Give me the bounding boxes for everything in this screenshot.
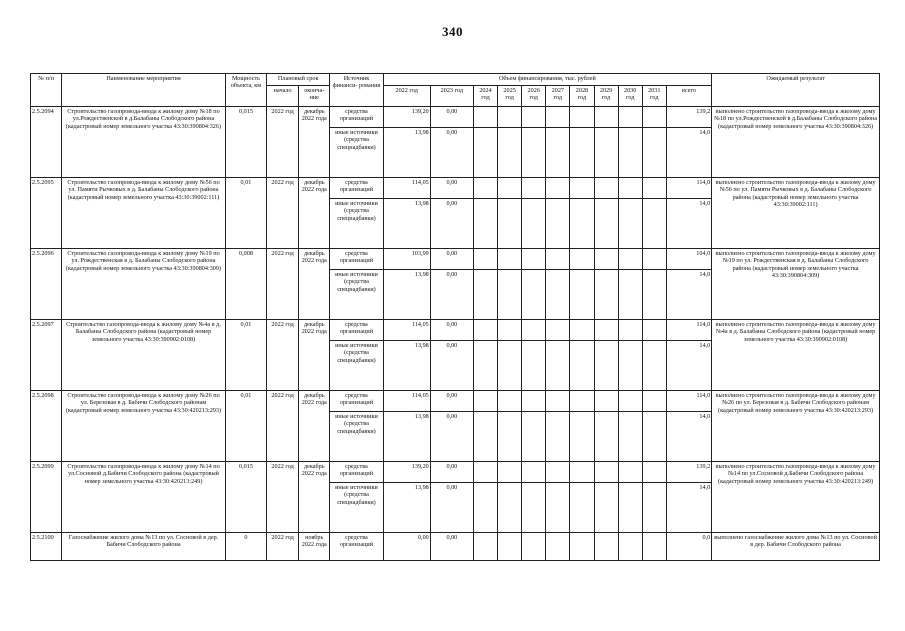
row-value-2023: 0,00 bbox=[430, 412, 473, 462]
row-capacity: 0,01 bbox=[225, 391, 266, 462]
header-funding: Объем финансирования, тыс. рублей bbox=[383, 74, 712, 86]
row-capacity: 0 bbox=[225, 533, 266, 561]
empty-year-cell bbox=[522, 249, 546, 270]
empty-year-cell bbox=[594, 128, 618, 178]
table-row bbox=[31, 533, 880, 561]
row-value-2022: 114,05 bbox=[383, 391, 430, 412]
row-name: Строительство газопровода-ввода к жилому дому №18 по ул.Рождественской в д.Балабаны Слободского района (кадастровый номер земельного участка 43:30:390804:326) bbox=[62, 107, 226, 178]
empty-year-cell bbox=[594, 462, 618, 483]
row-total: 114,0 bbox=[666, 178, 711, 199]
row-value-2023: 0,00 bbox=[430, 391, 473, 412]
row-start: 2022 год bbox=[267, 391, 299, 462]
table-row bbox=[31, 462, 880, 483]
empty-year-cell bbox=[594, 533, 618, 561]
row-value-2023: 0,00 bbox=[430, 199, 473, 249]
row-start: 2022 год bbox=[267, 462, 299, 533]
empty-year-cell bbox=[642, 270, 666, 320]
row-value-2023: 0,00 bbox=[430, 249, 473, 270]
row-start: 2022 год bbox=[267, 320, 299, 391]
empty-year-cell bbox=[618, 107, 642, 128]
row-value-2022: 13,98 bbox=[383, 199, 430, 249]
empty-year-cell bbox=[498, 107, 522, 128]
empty-year-cell bbox=[594, 483, 618, 533]
row-name: Строительство газопровода-ввода к жилому дому №4а в д. Балабаны Слободского района (кадастровый номер земельного участка 43:30:390902:0108) bbox=[62, 320, 226, 391]
row-source: иные источники (средства спецнадбавки) bbox=[330, 270, 383, 320]
empty-year-cell bbox=[594, 341, 618, 391]
row-total: 114,0 bbox=[666, 320, 711, 341]
row-name: Строительство газопровода-ввода к жилому дому №14 по ул.Сосновой д.Бабичи Слободского района (кадастровый номер земельного участка 43:30:420213:249) bbox=[62, 462, 226, 533]
empty-year-cell bbox=[570, 128, 594, 178]
empty-year-cell bbox=[498, 462, 522, 483]
table-row bbox=[31, 107, 880, 128]
header-year: 2022 год bbox=[383, 86, 430, 107]
empty-year-cell bbox=[594, 249, 618, 270]
row-result: выполнено строительство газопровода-ввода к жилому дому №14 по ул.Сосновой д.Бабичи Слободского района (кадастровый номер земельного участка 43:30:420213:249) bbox=[712, 462, 880, 533]
empty-year-cell bbox=[473, 128, 497, 178]
empty-year-cell bbox=[546, 533, 570, 561]
row-source: иные источники (средства спецнадбавки) bbox=[330, 412, 383, 462]
empty-year-cell bbox=[546, 412, 570, 462]
row-name: Газоснабжение жилого дома №13 по ул. Сосновой в дер. Бабичи Слободского района bbox=[62, 533, 226, 561]
header-name: Наименование мероприятия bbox=[62, 74, 226, 107]
row-value-2023: 0,00 bbox=[430, 341, 473, 391]
empty-year-cell bbox=[642, 128, 666, 178]
row-end: ноябрь 2022 года bbox=[299, 533, 330, 561]
header-capacity: Мощность объекта, км bbox=[225, 74, 266, 107]
empty-year-cell bbox=[473, 178, 497, 199]
row-source: иные источники (средства спецнадбавки) bbox=[330, 199, 383, 249]
row-name: Строительство газопровода-ввода к жилому дому №26 по ул. Березовая в д. Бабичи Слободского районам (кадастровый номер земельного участка 43:30:420213:293) bbox=[62, 391, 226, 462]
row-start: 2022 год bbox=[267, 178, 299, 249]
row-value-2023: 0,00 bbox=[430, 178, 473, 199]
row-capacity: 0,015 bbox=[225, 462, 266, 533]
empty-year-cell bbox=[570, 391, 594, 412]
row-result: выполнено строительство газопровода-ввода к жилому дому №4а в д. Балабаны Слободского района (кадастровый номер земельного участка 43:30:390902:0108) bbox=[712, 320, 880, 391]
empty-year-cell bbox=[498, 533, 522, 561]
row-source: средства организаций bbox=[330, 249, 383, 270]
empty-year-cell bbox=[642, 341, 666, 391]
empty-year-cell bbox=[473, 341, 497, 391]
empty-year-cell bbox=[498, 320, 522, 341]
row-total: 14,0 bbox=[666, 199, 711, 249]
empty-year-cell bbox=[546, 270, 570, 320]
empty-year-cell bbox=[473, 107, 497, 128]
header-year: 2031 год bbox=[642, 86, 666, 107]
row-result: выполнено строительство газопровода-ввода к жилому дому №18 по ул.Рождественской в д.Балабаны Слободского района (кадастровый номер земельного участка 43:30:390804:326) bbox=[712, 107, 880, 178]
row-total: 14,0 bbox=[666, 128, 711, 178]
header-source: Источник финанси- рования bbox=[330, 74, 383, 107]
header-plan-term: Плановый срок bbox=[267, 74, 330, 86]
row-value-2022: 114,05 bbox=[383, 320, 430, 341]
row-value-2023: 0,00 bbox=[430, 533, 473, 561]
row-total: 14,0 bbox=[666, 483, 711, 533]
row-source: средства организаций bbox=[330, 178, 383, 199]
empty-year-cell bbox=[570, 533, 594, 561]
empty-year-cell bbox=[570, 270, 594, 320]
row-value-2022: 13,98 bbox=[383, 341, 430, 391]
row-value-2022: 13,98 bbox=[383, 412, 430, 462]
empty-year-cell bbox=[546, 341, 570, 391]
row-total: 104,0 bbox=[666, 249, 711, 270]
empty-year-cell bbox=[546, 178, 570, 199]
row-total: 14,0 bbox=[666, 341, 711, 391]
empty-year-cell bbox=[594, 199, 618, 249]
empty-year-cell bbox=[522, 391, 546, 412]
empty-year-cell bbox=[618, 533, 642, 561]
row-end: декабрь 2022 года bbox=[299, 249, 330, 320]
empty-year-cell bbox=[522, 270, 546, 320]
header-year: 2030 год bbox=[618, 86, 642, 107]
header-start: начало bbox=[267, 86, 299, 107]
row-value-2022: 114,05 bbox=[383, 178, 430, 199]
row-result: выполнено строительство газопровода-ввода к жилому дому №56 по ул. Памяти Рычковых в д. Балабаны Слободского района (кадастровый номер земельного участка 43:30:39002:111) bbox=[712, 178, 880, 249]
row-value-2023: 0,00 bbox=[430, 107, 473, 128]
empty-year-cell bbox=[546, 128, 570, 178]
empty-year-cell bbox=[546, 249, 570, 270]
empty-year-cell bbox=[618, 320, 642, 341]
empty-year-cell bbox=[570, 462, 594, 483]
empty-year-cell bbox=[522, 178, 546, 199]
row-source: иные источники (средства спецнадбавки) bbox=[330, 128, 383, 178]
empty-year-cell bbox=[546, 391, 570, 412]
empty-year-cell bbox=[473, 412, 497, 462]
empty-year-cell bbox=[522, 483, 546, 533]
empty-year-cell bbox=[570, 412, 594, 462]
empty-year-cell bbox=[642, 107, 666, 128]
row-capacity: 0,01 bbox=[225, 178, 266, 249]
empty-year-cell bbox=[498, 128, 522, 178]
row-number: 2.5.2097 bbox=[31, 320, 62, 391]
row-result: выполнено газоснабжение жилого дома №13 по ул. Сосновой в дер. Бабичи Слободского района bbox=[712, 533, 880, 561]
empty-year-cell bbox=[594, 178, 618, 199]
empty-year-cell bbox=[570, 199, 594, 249]
empty-year-cell bbox=[522, 107, 546, 128]
empty-year-cell bbox=[522, 462, 546, 483]
header-num: № п/п bbox=[31, 74, 62, 107]
empty-year-cell bbox=[498, 199, 522, 249]
empty-year-cell bbox=[642, 483, 666, 533]
empty-year-cell bbox=[498, 341, 522, 391]
row-capacity: 0,01 bbox=[225, 320, 266, 391]
header-end: оконча- ние bbox=[299, 86, 330, 107]
empty-year-cell bbox=[498, 412, 522, 462]
header-result: Ожидаемый результат bbox=[712, 74, 880, 107]
empty-year-cell bbox=[473, 462, 497, 483]
empty-year-cell bbox=[570, 320, 594, 341]
row-value-2022: 13,98 bbox=[383, 128, 430, 178]
row-end: декабрь 2022 года bbox=[299, 320, 330, 391]
row-result: выполнено строительство газопровода-ввода к жилому дому №19 по ул. Рождественская в д. Балабаны Слободского района (кадастровый номер земельного участка 43:30:390804:309) bbox=[712, 249, 880, 320]
empty-year-cell bbox=[473, 249, 497, 270]
empty-year-cell bbox=[594, 320, 618, 341]
row-end: декабрь 2022 года bbox=[299, 178, 330, 249]
row-value-2023: 0,00 bbox=[430, 128, 473, 178]
row-number: 2.5.2099 bbox=[31, 462, 62, 533]
empty-year-cell bbox=[473, 391, 497, 412]
empty-year-cell bbox=[618, 128, 642, 178]
row-value-2022: 139,20 bbox=[383, 107, 430, 128]
row-source: средства организаций bbox=[330, 320, 383, 341]
row-end: декабрь 2022 года bbox=[299, 391, 330, 462]
header-year: 2027 год bbox=[546, 86, 570, 107]
row-source: средства организаций bbox=[330, 107, 383, 128]
empty-year-cell bbox=[570, 107, 594, 128]
row-capacity: 0,015 bbox=[225, 107, 266, 178]
empty-year-cell bbox=[546, 199, 570, 249]
empty-year-cell bbox=[642, 412, 666, 462]
empty-year-cell bbox=[642, 391, 666, 412]
empty-year-cell bbox=[522, 533, 546, 561]
empty-year-cell bbox=[498, 270, 522, 320]
row-name: Строительство газопровода-ввода к жилому дому №19 по ул. Рождественская в д. Балабаны Слободского района (кадастровый номер земельного участка 43:30:390804:309) bbox=[62, 249, 226, 320]
empty-year-cell bbox=[522, 341, 546, 391]
empty-year-cell bbox=[618, 249, 642, 270]
table-row bbox=[31, 391, 880, 412]
header-year: 2023 год bbox=[430, 86, 473, 107]
empty-year-cell bbox=[618, 341, 642, 391]
empty-year-cell bbox=[546, 483, 570, 533]
table-row bbox=[31, 178, 880, 199]
row-value-2023: 0,00 bbox=[430, 483, 473, 533]
row-source: иные источники (средства спецнадбавки) bbox=[330, 483, 383, 533]
row-source: средства организаций bbox=[330, 391, 383, 412]
empty-year-cell bbox=[498, 249, 522, 270]
header-year: 2028 год bbox=[570, 86, 594, 107]
table-row bbox=[31, 249, 880, 270]
empty-year-cell bbox=[473, 533, 497, 561]
empty-year-cell bbox=[522, 412, 546, 462]
empty-year-cell bbox=[642, 199, 666, 249]
empty-year-cell bbox=[522, 128, 546, 178]
row-value-2022: 0,00 bbox=[383, 533, 430, 561]
empty-year-cell bbox=[546, 320, 570, 341]
row-result: выполнено строительство газопровода-ввода к жилому дому №26 по ул. Березовая в д. Бабичи Слободского районам (кадастровый номер земельного участка 43:30:420213:293) bbox=[712, 391, 880, 462]
empty-year-cell bbox=[618, 199, 642, 249]
empty-year-cell bbox=[546, 462, 570, 483]
funding-table bbox=[30, 73, 880, 561]
empty-year-cell bbox=[642, 178, 666, 199]
header-year: 2029 год bbox=[594, 86, 618, 107]
empty-year-cell bbox=[642, 533, 666, 561]
table-row bbox=[31, 320, 880, 341]
row-value-2023: 0,00 bbox=[430, 320, 473, 341]
empty-year-cell bbox=[594, 412, 618, 462]
header-year: 2024 год bbox=[473, 86, 497, 107]
empty-year-cell bbox=[473, 270, 497, 320]
empty-year-cell bbox=[594, 107, 618, 128]
row-value-2022: 139,20 bbox=[383, 462, 430, 483]
row-source: средства организаций bbox=[330, 462, 383, 483]
empty-year-cell bbox=[618, 270, 642, 320]
empty-year-cell bbox=[570, 341, 594, 391]
empty-year-cell bbox=[498, 483, 522, 533]
row-value-2022: 13,98 bbox=[383, 483, 430, 533]
header-year: 2025 год bbox=[498, 86, 522, 107]
empty-year-cell bbox=[570, 483, 594, 533]
empty-year-cell bbox=[642, 462, 666, 483]
row-end: декабрь 2022 года bbox=[299, 462, 330, 533]
empty-year-cell bbox=[522, 320, 546, 341]
row-total: 139,2 bbox=[666, 462, 711, 483]
empty-year-cell bbox=[618, 462, 642, 483]
row-start: 2022 год bbox=[267, 533, 299, 561]
row-number: 2.5.2100 bbox=[31, 533, 62, 561]
empty-year-cell bbox=[570, 178, 594, 199]
empty-year-cell bbox=[473, 320, 497, 341]
row-value-2023: 0,00 bbox=[430, 270, 473, 320]
row-value-2022: 103,99 bbox=[383, 249, 430, 270]
empty-year-cell bbox=[473, 199, 497, 249]
row-value-2022: 13,98 bbox=[383, 270, 430, 320]
empty-year-cell bbox=[618, 178, 642, 199]
empty-year-cell bbox=[498, 391, 522, 412]
row-total: 14,0 bbox=[666, 412, 711, 462]
row-end: декабрь 2022 года bbox=[299, 107, 330, 178]
empty-year-cell bbox=[642, 320, 666, 341]
row-number: 2.5.2096 bbox=[31, 249, 62, 320]
page-number: 340 bbox=[442, 24, 463, 39]
row-source: иные источники (средства спецнадбавки) bbox=[330, 341, 383, 391]
row-total: 14,0 bbox=[666, 270, 711, 320]
row-name: Строительство газопровода-ввода к жилому дому №56 по ул. Памяти Рычковых в д. Балабаны Слободского района (кадастровый номер земельного участка 43:30:39002:111) bbox=[62, 178, 226, 249]
row-source: средства организаций bbox=[330, 533, 383, 561]
empty-year-cell bbox=[618, 391, 642, 412]
empty-year-cell bbox=[594, 270, 618, 320]
empty-year-cell bbox=[642, 249, 666, 270]
empty-year-cell bbox=[473, 483, 497, 533]
header-year: всего bbox=[666, 86, 711, 107]
empty-year-cell bbox=[546, 107, 570, 128]
row-number: 2.5.2095 bbox=[31, 178, 62, 249]
row-total: 0,0 bbox=[666, 533, 711, 561]
empty-year-cell bbox=[570, 249, 594, 270]
empty-year-cell bbox=[618, 412, 642, 462]
row-total: 139,2 bbox=[666, 107, 711, 128]
row-start: 2022 год bbox=[267, 107, 299, 178]
row-number: 2.5.2094 bbox=[31, 107, 62, 178]
empty-year-cell bbox=[498, 178, 522, 199]
header-year: 2026 год bbox=[522, 86, 546, 107]
empty-year-cell bbox=[594, 391, 618, 412]
row-number: 2.5.2098 bbox=[31, 391, 62, 462]
row-total: 114,0 bbox=[666, 391, 711, 412]
row-start: 2022 год bbox=[267, 249, 299, 320]
empty-year-cell bbox=[618, 483, 642, 533]
empty-year-cell bbox=[522, 199, 546, 249]
row-value-2023: 0,00 bbox=[430, 462, 473, 483]
row-capacity: 0,008 bbox=[225, 249, 266, 320]
